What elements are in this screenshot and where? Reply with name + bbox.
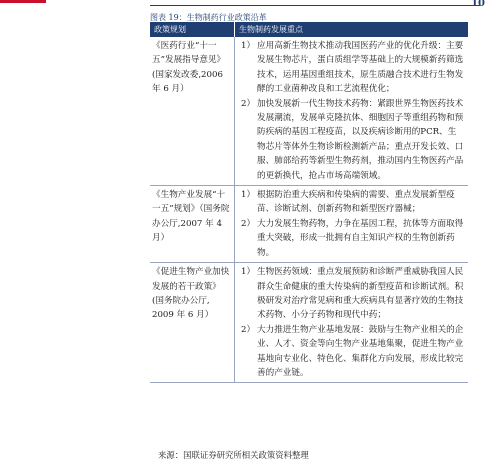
page-number: 10 (471, 0, 485, 9)
list-item (241, 97, 464, 183)
figure-source: 来源：国联证券研究所相关政策资料整理 (158, 450, 309, 460)
item-text: 生物医药领域：重点发展预防和诊断严重威胁我国人民群众生命健康的重大传染病的新型疫苗和诊断试剂。积极研发对治疗常见病和重大疾病具有显著疗效的生物技术药物、小分子药物和现代中药； (257, 267, 464, 321)
item-text: 根据防治重大疾病和传染病的需要、重点发展新型疫苗、诊断试剂、创新药物和新型医疗器械； (257, 190, 455, 215)
header-accent-bar (0, 0, 46, 3)
focus-cell (235, 186, 469, 263)
item-text: 加快发展新一代生物技术药物：紧跟世界生物医药技术发展潮流，发展单克隆抗体、细胞因子等重组药物和预防疾病的基因工程疫苗，以及疾病诊断用的PCR、生物芯片等体外生物诊断检测新产品；重点开发长效、口服、肺部给药等新型生物药剂，推动国内生物医药产品的更新换代，抢占市场高端领域。 (257, 98, 464, 181)
header-line (150, 5, 480, 6)
item-number: 1） (241, 267, 256, 278)
policy-cell: 《生物产业发展“十一五”规划》（国务院办公厅,2007 年 4 月） (150, 186, 235, 263)
item-number: 2） (241, 324, 256, 335)
item-number: 1） (241, 190, 256, 201)
list-item (241, 217, 464, 260)
policy-cell: 《促进生物产业加快发展的若干政策》(国务院办公厅, 2009 年 6 月） (150, 263, 235, 383)
focus-cell (235, 263, 469, 383)
policy-cell: 《医药行业“十一五”发展指导意见》(国家发改委,2006 年 6 月） (150, 37, 235, 186)
list-item (241, 39, 464, 97)
list-item (241, 188, 464, 217)
list-item (241, 265, 464, 323)
header-policy: 政策规划 (150, 22, 235, 37)
table-row (150, 263, 468, 383)
table-row (150, 37, 468, 186)
header-focus: 生物制药发展重点 (235, 22, 469, 37)
item-text: 应用高新生物技术推动我国医药产业的优化升级：主要发展生物芯片，蛋白质组学等基础上的大规模新药筛选技术，运用基因重组技术，原生质融合技术进行生物发酵的工业菌种改良和工艺流程优化； (257, 41, 464, 95)
header-rule (0, 0, 499, 6)
figure-caption: 图表 19：生物制药行业政策沿革 (150, 13, 267, 22)
item-number: 2） (241, 218, 256, 229)
item-text: 大力发展生物药物，力争在基因工程，抗体等方面取得重大突破，形成一批拥有自主知识产权的生物创新药物。 (257, 218, 464, 258)
item-number: 2） (241, 98, 256, 109)
policy-table (150, 22, 468, 383)
focus-cell (235, 37, 469, 186)
item-number: 1） (241, 41, 256, 51)
table-row (150, 186, 468, 263)
table-header-row (150, 22, 468, 37)
item-text: 大力推进生物产业基地发展：鼓励与生物产业相关的企业、人才、资金等向生物产业基地集聚，促进生物产业基地向专业化、特色化、集群化方向发展，形成比较完善的产业链。 (257, 324, 464, 378)
list-item (241, 323, 464, 381)
